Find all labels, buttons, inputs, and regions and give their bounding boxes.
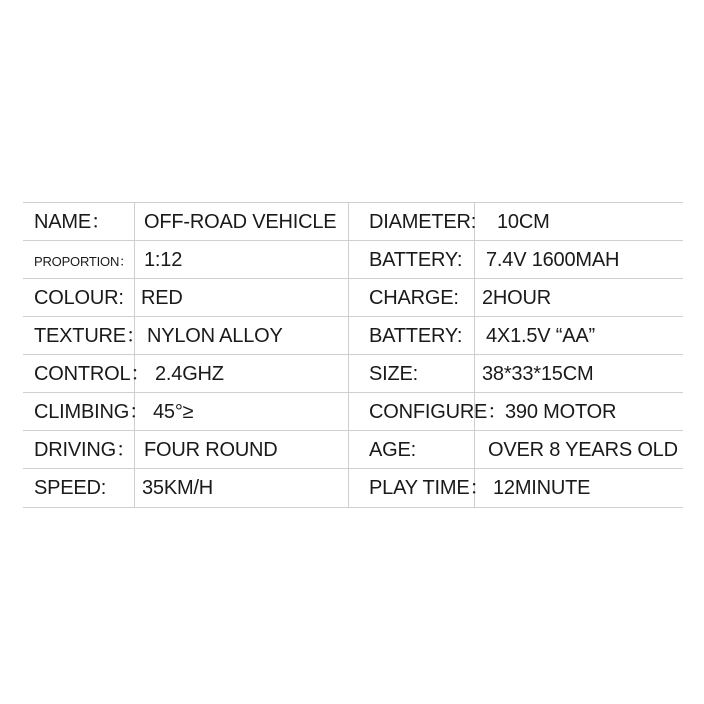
spec-label: CONFIGURE： xyxy=(369,401,508,423)
row-divider xyxy=(23,507,683,508)
spec-label: NAME： xyxy=(34,211,111,233)
spec-label: AGE: xyxy=(369,439,416,461)
spec-label: CHARGE: xyxy=(369,287,459,309)
spec-label: TEXTURE： xyxy=(34,325,146,347)
spec-label: SPEED: xyxy=(34,477,107,499)
spec-value: 2.4GHZ xyxy=(155,363,224,385)
spec-label: COLOUR: xyxy=(34,287,124,309)
spec-value: 390 MOTOR xyxy=(505,401,617,423)
spec-label: CONTROL： xyxy=(34,363,151,385)
spec-value: 38*33*15CM xyxy=(482,363,594,385)
row-divider xyxy=(23,202,683,203)
spec-value: 1:12 xyxy=(144,249,183,271)
spec-value: OVER 8 YEARS OLD xyxy=(488,439,678,461)
spec-label: PROPORTION： xyxy=(34,254,132,269)
spec-value: 2HOUR xyxy=(482,287,552,309)
spec-label: BATTERY: xyxy=(369,325,463,347)
spec-value: 4X1.5V “AA” xyxy=(486,325,595,347)
spec-value: 35KM/H xyxy=(142,477,214,499)
spec-value: 7.4V 1600MAH xyxy=(486,249,620,271)
spec-value: 12MINUTE xyxy=(493,477,591,499)
column-divider xyxy=(348,202,349,508)
spec-value: RED xyxy=(141,287,183,309)
spec-label: CLIMBING： xyxy=(34,401,149,423)
spec-value: 10CM xyxy=(497,211,550,233)
spec-table xyxy=(23,202,683,508)
spec-label: PLAY TIME： xyxy=(369,477,490,499)
spec-label: SIZE: xyxy=(369,363,419,385)
spec-value: OFF-ROAD VEHICLE xyxy=(144,211,337,233)
spec-value: 45°≥ xyxy=(153,401,194,423)
spec-label: BATTERY: xyxy=(369,249,463,271)
spec-label: DIAMETER: xyxy=(369,211,477,233)
column-divider xyxy=(474,202,475,508)
spec-label: DRIVING： xyxy=(34,439,136,461)
spec-value: FOUR ROUND xyxy=(144,439,278,461)
spec-value: NYLON ALLOY xyxy=(147,325,283,347)
